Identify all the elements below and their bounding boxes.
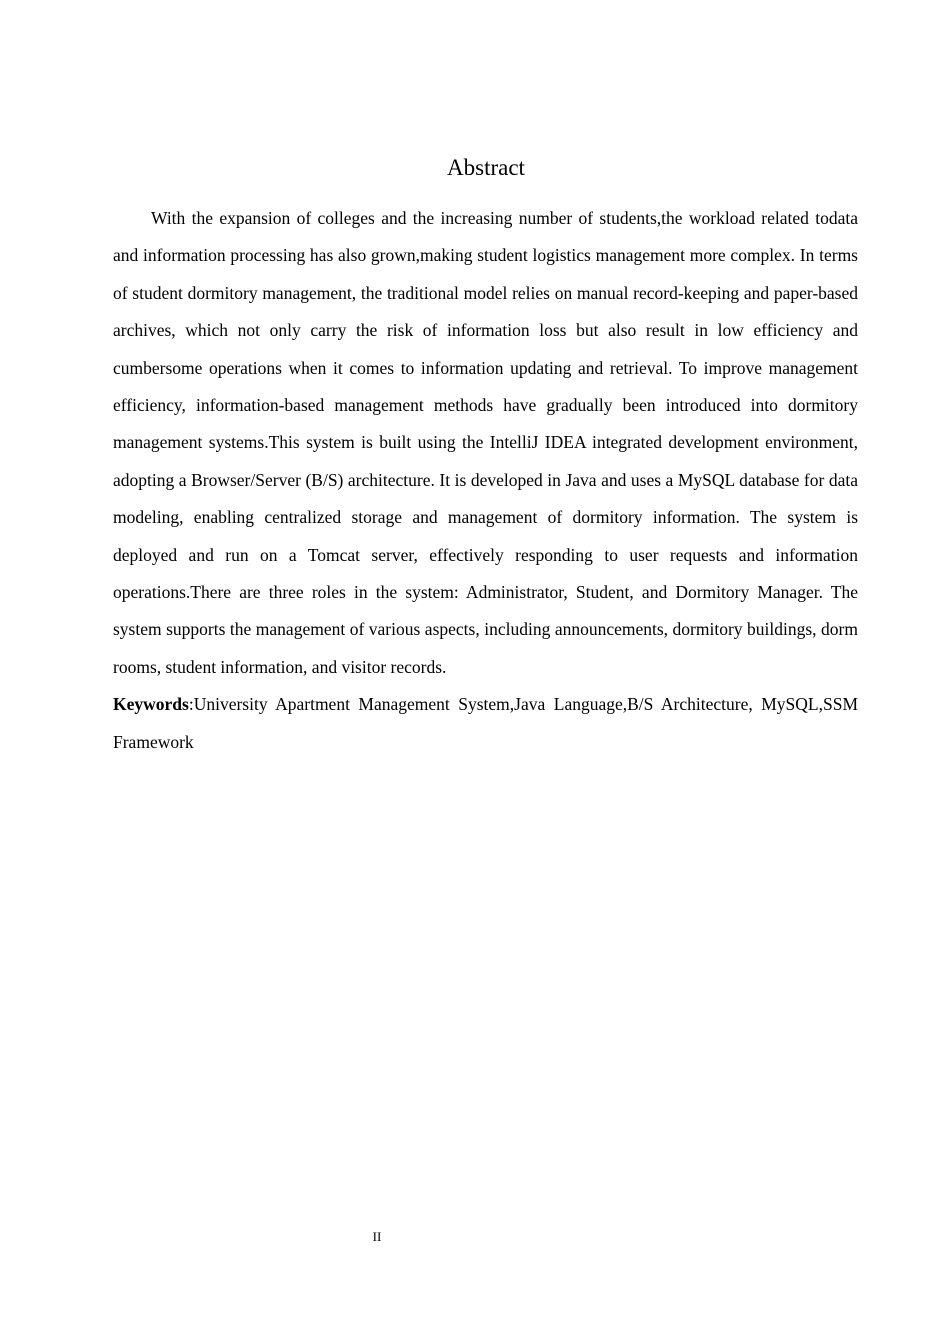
- keywords-text: :University Apartment Management System,Java Language,B/S Architecture, MySQL,SSM Framework: [113, 694, 858, 752]
- keywords-label: Keywords: [113, 694, 189, 715]
- keywords-line: [113, 686, 858, 761]
- page-number: II: [372, 1229, 382, 1244]
- abstract-title: Abstract: [447, 155, 525, 180]
- abstract-body: With the expansion of colleges and the increasing number of students,the workload related todata and information processing has also grown,making student logistics management more complex. In terms of student dormitory management, the traditional model relies on manual record-keeping and paper-based archives, which not only carry the risk of information loss but also result in low efficiency and cumbersome operations when it comes to information updating and retrieval. To improve management efficiency, information-based management methods have gradually been introduced into dormitory management systems.This system is built using the IntelliJ IDEA integrated development environment, adopting a Browser/Server (B/S) architecture. It is developed in Java and uses a MySQL database for data modeling, enabling centralized storage and management of dormitory information. The system is deployed and run on a Tomcat server, effectively responding to user requests and information operations.There are three roles in the system: Administrator, Student, and Dormitory Manager. The system supports the management of various aspects, including announcements, dormitory buildings, dorm rooms, student information, and visitor records.: [113, 208, 858, 677]
- abstract-content: [113, 200, 858, 761]
